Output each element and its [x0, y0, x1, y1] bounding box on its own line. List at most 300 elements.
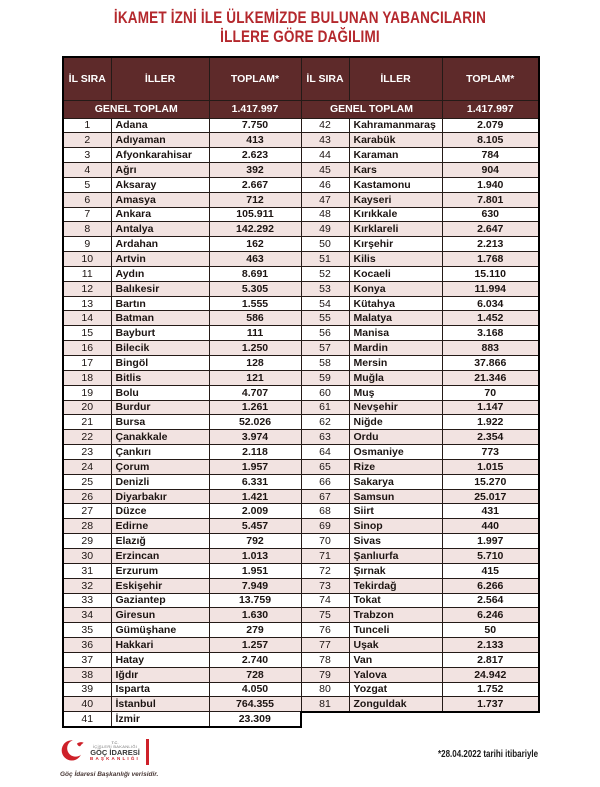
province-total: 883: [442, 341, 539, 356]
province-name: Adana: [111, 118, 209, 133]
province-total: 6.246: [442, 608, 539, 623]
province-name: Bitlis: [111, 370, 209, 385]
province-name: Adıyaman: [111, 133, 209, 148]
province-rank: 11: [63, 266, 111, 281]
province-rank: 9: [63, 237, 111, 252]
province-name: Nevşehir: [349, 400, 442, 415]
province-rank: 10: [63, 252, 111, 267]
province-rank: 36: [63, 638, 111, 653]
province-total: 52.026: [209, 415, 301, 430]
logo-red-bar: [146, 739, 149, 765]
province-name: Giresun: [111, 608, 209, 623]
table-row: [63, 281, 539, 296]
province-rank: 2: [63, 133, 111, 148]
province-rank: 45: [301, 163, 349, 178]
table-row: [63, 311, 539, 326]
province-name: İstanbul: [111, 697, 209, 712]
table-row: [63, 489, 539, 504]
province-rank: 68: [301, 504, 349, 519]
crescent-dove-icon: [60, 736, 87, 768]
provinces-table: [62, 56, 540, 728]
province-name: Gaziantep: [111, 593, 209, 608]
province-name: Bursa: [111, 415, 209, 430]
province-total: 1.997: [442, 534, 539, 549]
province-name: Van: [349, 652, 442, 667]
province-name: Muş: [349, 385, 442, 400]
table-row: [63, 519, 539, 534]
province-total: 773: [442, 445, 539, 460]
province-rank: 53: [301, 281, 349, 296]
province-rank: 63: [301, 430, 349, 445]
province-total: 142.292: [209, 222, 301, 237]
province-total: 784: [442, 148, 539, 163]
province-total: 7.801: [442, 192, 539, 207]
province-rank: 33: [63, 593, 111, 608]
title-line-1: İKAMET İZNİ İLE ÜLKEMİZDE BULUNAN YABANCILARIN: [113, 9, 487, 27]
province-name: Aksaray: [111, 177, 209, 192]
page-title: [0, 0, 600, 47]
province-name: Siirt: [349, 504, 442, 519]
province-rank: 29: [63, 534, 111, 549]
province-name: Kastamonu: [349, 177, 442, 192]
province-total: 21.346: [442, 370, 539, 385]
province-name: Uşak: [349, 638, 442, 653]
province-rank: 72: [301, 563, 349, 578]
province-rank: 43: [301, 133, 349, 148]
province-rank: 69: [301, 519, 349, 534]
province-name: Şırnak: [349, 563, 442, 578]
province-total: 23.309: [209, 712, 301, 727]
province-rank: 44: [301, 148, 349, 163]
province-name: Ardahan: [111, 237, 209, 252]
header-iller-right: İLLER: [349, 57, 442, 100]
grand-total-label-right: GENEL TOPLAM: [301, 100, 442, 118]
logo-tc: T.C.: [111, 740, 119, 746]
table-body: [63, 100, 539, 727]
province-total: 2.213: [442, 237, 539, 252]
header-il-sira-right: İL SIRA: [301, 57, 349, 100]
province-rank: 15: [63, 326, 111, 341]
province-name: Ağrı: [111, 163, 209, 178]
province-rank: 20: [63, 400, 111, 415]
province-rank: 21: [63, 415, 111, 430]
province-total: 8.105: [442, 133, 539, 148]
province-rank: 49: [301, 222, 349, 237]
province-name: Şanlıurfa: [349, 548, 442, 563]
province-total: 2.079: [442, 118, 539, 133]
province-total: 728: [209, 667, 301, 682]
province-rank: 64: [301, 445, 349, 460]
table-row: [63, 222, 539, 237]
province-rank: 1: [63, 118, 111, 133]
province-rank: 17: [63, 356, 111, 371]
province-name: Hakkari: [111, 638, 209, 653]
province-total: 2.564: [442, 593, 539, 608]
province-rank: 56: [301, 326, 349, 341]
table-row: [63, 474, 539, 489]
province-total: 2.817: [442, 652, 539, 667]
province-rank: 75: [301, 608, 349, 623]
province-rank: 48: [301, 207, 349, 222]
province-total: 1.922: [442, 415, 539, 430]
province-name: Yalova: [349, 667, 442, 682]
province-total: 586: [209, 311, 301, 326]
province-rank: 34: [63, 608, 111, 623]
province-total: 2.354: [442, 430, 539, 445]
province-total: 11.994: [442, 281, 539, 296]
province-rank: 51: [301, 252, 349, 267]
empty-cell: [442, 712, 539, 727]
province-rank: 6: [63, 192, 111, 207]
province-name: Muğla: [349, 370, 442, 385]
province-rank: 62: [301, 415, 349, 430]
table-row: [63, 548, 539, 563]
province-name: Sakarya: [349, 474, 442, 489]
province-total: 5.710: [442, 548, 539, 563]
provinces-table-wrap: [62, 56, 538, 728]
province-name: Tekirdağ: [349, 578, 442, 593]
logo-presidency: BAŞKANLIĞI: [90, 756, 140, 762]
province-name: Kırklareli: [349, 222, 442, 237]
province-total: 111: [209, 326, 301, 341]
province-rank: 81: [301, 697, 349, 712]
province-rank: 52: [301, 266, 349, 281]
province-total: 3.974: [209, 430, 301, 445]
province-name: Karaman: [349, 148, 442, 163]
province-total: 2.009: [209, 504, 301, 519]
province-total: 2.118: [209, 445, 301, 460]
province-rank: 13: [63, 296, 111, 311]
province-name: Samsun: [349, 489, 442, 504]
province-total: 70: [442, 385, 539, 400]
province-name: Elazığ: [111, 534, 209, 549]
table-row: [63, 445, 539, 460]
date-footnote: *28.04.2022 tarihi itibariyle: [437, 748, 538, 760]
table-row: [63, 667, 539, 682]
province-total: 15.110: [442, 266, 539, 281]
province-total: 1.737: [442, 697, 539, 712]
header-row: [63, 57, 539, 100]
table-row: [63, 266, 539, 281]
province-name: Bolu: [111, 385, 209, 400]
province-total: 1.630: [209, 608, 301, 623]
province-rank: 74: [301, 593, 349, 608]
province-name: Gümüşhane: [111, 623, 209, 638]
province-total: 6.034: [442, 296, 539, 311]
table-row: [63, 356, 539, 371]
province-total: 1.452: [442, 311, 539, 326]
table-row: [63, 148, 539, 163]
table-row: [63, 697, 539, 712]
province-name: Burdur: [111, 400, 209, 415]
province-total: 431: [442, 504, 539, 519]
province-total: 2.740: [209, 652, 301, 667]
province-total: 1.013: [209, 548, 301, 563]
province-name: Rize: [349, 459, 442, 474]
province-total: 4.707: [209, 385, 301, 400]
province-total: 415: [442, 563, 539, 578]
table-row: [63, 252, 539, 267]
province-rank: 70: [301, 534, 349, 549]
province-name: Kocaeli: [349, 266, 442, 281]
province-name: Kırşehir: [349, 237, 442, 252]
grand-total-value-right: 1.417.997: [442, 100, 539, 118]
province-total: 413: [209, 133, 301, 148]
province-name: Kars: [349, 163, 442, 178]
province-name: Sivas: [349, 534, 442, 549]
table-row: [63, 459, 539, 474]
province-name: Artvin: [111, 252, 209, 267]
province-rank: 30: [63, 548, 111, 563]
province-name: Düzce: [111, 504, 209, 519]
table-row: [63, 192, 539, 207]
province-total: 764.355: [209, 697, 301, 712]
province-rank: 55: [301, 311, 349, 326]
province-name: Osmaniye: [349, 445, 442, 460]
province-total: 1.940: [442, 177, 539, 192]
province-rank: 61: [301, 400, 349, 415]
province-name: Manisa: [349, 326, 442, 341]
province-name: Eskişehir: [111, 578, 209, 593]
province-name: Çorum: [111, 459, 209, 474]
province-rank: 24: [63, 459, 111, 474]
province-rank: 32: [63, 578, 111, 593]
province-name: Kahramanmaraş: [349, 118, 442, 133]
province-rank: 60: [301, 385, 349, 400]
province-name: Antalya: [111, 222, 209, 237]
table-row: [63, 430, 539, 445]
province-name: Edirne: [111, 519, 209, 534]
province-rank: 16: [63, 341, 111, 356]
province-name: Bilecik: [111, 341, 209, 356]
province-rank: 3: [63, 148, 111, 163]
province-name: Konya: [349, 281, 442, 296]
province-rank: 59: [301, 370, 349, 385]
province-name: Iğdır: [111, 667, 209, 682]
province-name: Mardin: [349, 341, 442, 356]
province-total: 712: [209, 192, 301, 207]
footer: [60, 736, 538, 778]
province-rank: 47: [301, 192, 349, 207]
title-line-2: İLLERE GÖRE DAĞILIMI: [220, 28, 380, 46]
table-row: [63, 118, 539, 133]
province-name: Erzincan: [111, 548, 209, 563]
province-total: 50: [442, 623, 539, 638]
province-total: 1.768: [442, 252, 539, 267]
province-total: 105.911: [209, 207, 301, 222]
province-name: Batman: [111, 311, 209, 326]
province-total: 1.015: [442, 459, 539, 474]
table-row: [63, 237, 539, 252]
province-rank: 46: [301, 177, 349, 192]
province-total: 1.250: [209, 341, 301, 356]
province-rank: 19: [63, 385, 111, 400]
province-name: Balıkesir: [111, 281, 209, 296]
province-total: 25.017: [442, 489, 539, 504]
province-name: Denizli: [111, 474, 209, 489]
province-rank: 40: [63, 697, 111, 712]
logo-caption: Göç İdaresi Başkanlığı verisidir.: [60, 770, 159, 778]
province-rank: 39: [63, 682, 111, 697]
province-rank: 14: [63, 311, 111, 326]
header-toplam-right: TOPLAM*: [442, 57, 539, 100]
province-name: Kayseri: [349, 192, 442, 207]
province-total: 392: [209, 163, 301, 178]
province-rank: 50: [301, 237, 349, 252]
province-total: 1.257: [209, 638, 301, 653]
province-total: 4.050: [209, 682, 301, 697]
grand-total-value-left: 1.417.997: [209, 100, 301, 118]
logo-agency: GÖÇ İDARESİ: [90, 748, 140, 758]
table-row: [63, 712, 539, 727]
empty-cell: [349, 712, 442, 727]
province-total: 1.957: [209, 459, 301, 474]
province-rank: 12: [63, 281, 111, 296]
logo-top: [60, 736, 158, 768]
province-name: İzmir: [111, 712, 209, 727]
province-name: Ordu: [349, 430, 442, 445]
province-total: 1.147: [442, 400, 539, 415]
header-toplam-left: TOPLAM*: [209, 57, 301, 100]
province-rank: 22: [63, 430, 111, 445]
province-total: 13.759: [209, 593, 301, 608]
province-rank: 27: [63, 504, 111, 519]
empty-cell: [301, 712, 349, 727]
province-total: 630: [442, 207, 539, 222]
province-rank: 28: [63, 519, 111, 534]
province-name: Bayburt: [111, 326, 209, 341]
table-row: [63, 163, 539, 178]
province-name: Afyonkarahisar: [111, 148, 209, 163]
table-row: [63, 385, 539, 400]
province-rank: 18: [63, 370, 111, 385]
province-rank: 37: [63, 652, 111, 667]
province-total: 1.261: [209, 400, 301, 415]
table-row: [63, 638, 539, 653]
table-row: [63, 652, 539, 667]
province-rank: 65: [301, 459, 349, 474]
province-name: Kilis: [349, 252, 442, 267]
province-total: 121: [209, 370, 301, 385]
logo-text: [90, 741, 140, 762]
table-row: [63, 400, 539, 415]
table-row: [63, 682, 539, 697]
province-total: 37.866: [442, 356, 539, 371]
logo-ministry: İÇİŞLERİ BAKANLIĞI: [92, 744, 138, 750]
province-rank: 5: [63, 177, 111, 192]
province-rank: 71: [301, 548, 349, 563]
province-rank: 35: [63, 623, 111, 638]
table-row: [63, 326, 539, 341]
province-rank: 79: [301, 667, 349, 682]
province-name: Aydın: [111, 266, 209, 281]
province-name: Sinop: [349, 519, 442, 534]
province-total: 440: [442, 519, 539, 534]
province-rank: 76: [301, 623, 349, 638]
province-name: Ankara: [111, 207, 209, 222]
province-name: Kütahya: [349, 296, 442, 311]
table-row: [63, 207, 539, 222]
province-total: 5.457: [209, 519, 301, 534]
province-total: 463: [209, 252, 301, 267]
table-row: [63, 133, 539, 148]
province-rank: 77: [301, 638, 349, 653]
province-total: 792: [209, 534, 301, 549]
province-total: 162: [209, 237, 301, 252]
province-total: 7.949: [209, 578, 301, 593]
province-total: 1.951: [209, 563, 301, 578]
province-name: Bingöl: [111, 356, 209, 371]
province-name: Çanakkale: [111, 430, 209, 445]
province-total: 1.555: [209, 296, 301, 311]
table-row: [63, 623, 539, 638]
province-total: 2.133: [442, 638, 539, 653]
table-row: [63, 563, 539, 578]
table-row: [63, 504, 539, 519]
province-rank: 23: [63, 445, 111, 460]
table-row: [63, 341, 539, 356]
province-rank: 57: [301, 341, 349, 356]
province-total: 8.691: [209, 266, 301, 281]
province-total: 6.331: [209, 474, 301, 489]
table-row: [63, 370, 539, 385]
province-rank: 58: [301, 356, 349, 371]
province-name: Kırıkkale: [349, 207, 442, 222]
province-rank: 8: [63, 222, 111, 237]
province-total: 128: [209, 356, 301, 371]
table-row: [63, 177, 539, 192]
province-rank: 25: [63, 474, 111, 489]
table-row: [63, 296, 539, 311]
province-name: Karabük: [349, 133, 442, 148]
province-name: Mersin: [349, 356, 442, 371]
province-name: Malatya: [349, 311, 442, 326]
province-rank: 31: [63, 563, 111, 578]
province-total: 1.421: [209, 489, 301, 504]
header-iller-left: İLLER: [111, 57, 209, 100]
province-name: Diyarbakır: [111, 489, 209, 504]
province-rank: 42: [301, 118, 349, 133]
province-name: Amasya: [111, 192, 209, 207]
province-total: 1.752: [442, 682, 539, 697]
province-rank: 78: [301, 652, 349, 667]
province-total: 3.168: [442, 326, 539, 341]
grand-total-label-left: GENEL TOPLAM: [63, 100, 209, 118]
province-name: Zonguldak: [349, 697, 442, 712]
province-rank: 41: [63, 712, 111, 727]
table-row: [63, 608, 539, 623]
province-name: Niğde: [349, 415, 442, 430]
province-name: Çankırı: [111, 445, 209, 460]
table-row: [63, 534, 539, 549]
province-total: 2.623: [209, 148, 301, 163]
province-rank: 7: [63, 207, 111, 222]
province-name: Tokat: [349, 593, 442, 608]
province-total: 5.305: [209, 281, 301, 296]
province-name: Trabzon: [349, 608, 442, 623]
table-row: [63, 593, 539, 608]
table-row: [63, 415, 539, 430]
goc-idaresi-logo: [60, 736, 158, 778]
province-name: Isparta: [111, 682, 209, 697]
header-il-sira-left: İL SIRA: [63, 57, 111, 100]
province-name: Bartın: [111, 296, 209, 311]
province-name: Yozgat: [349, 682, 442, 697]
province-rank: 73: [301, 578, 349, 593]
grand-total-row: [63, 100, 539, 118]
province-total: 24.942: [442, 667, 539, 682]
province-rank: 26: [63, 489, 111, 504]
